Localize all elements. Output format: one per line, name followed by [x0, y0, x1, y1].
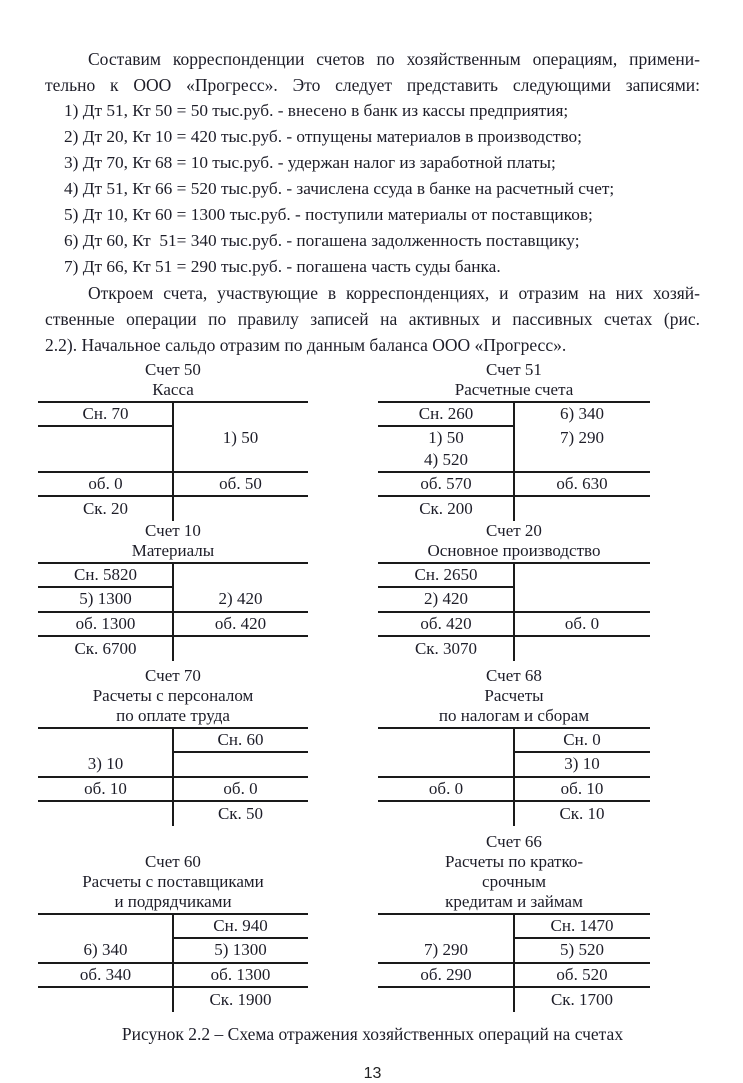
debit-entry [38, 915, 173, 939]
turnover-debit: об. 420 [420, 614, 472, 633]
account-title-line: Счет 60 [145, 852, 201, 871]
t-account-table [38, 562, 308, 661]
closing-balance-credit: Ск. 10 [559, 804, 605, 823]
operations-list [45, 98, 700, 280]
debit-credit-divider [513, 564, 515, 661]
turnover-debit: об. 10 [84, 779, 127, 798]
credit-entry [173, 564, 308, 588]
turnover-debit: об. 0 [88, 474, 123, 493]
turnover-credit: об. 10 [560, 779, 604, 798]
turnover-credit: об. 0 [564, 614, 600, 633]
turnover-debit: об. 1300 [75, 614, 136, 633]
t-account-70 [38, 666, 308, 826]
account-title-line: и подрядчиками [114, 892, 232, 911]
debit-entry: 6) 340 [83, 940, 128, 959]
paragraph-line: Откроем счета, участвующие в корреспонденциях, и отразим на них хозяй- [88, 283, 700, 303]
debit-entry: 4) 520 [424, 450, 468, 469]
account-title-line: Расчетные счета [454, 380, 574, 399]
turnover-credit: об. 520 [556, 965, 608, 984]
closing-balance-debit [378, 802, 514, 826]
paragraph-line: ственные операции по правилу записей на активных и пассивных счетах (рис. [45, 309, 700, 329]
debit-credit-divider [513, 729, 515, 826]
closing-balance-credit [173, 637, 308, 661]
closing-balance-debit: Ск. 200 [419, 499, 473, 518]
account-title-line: Счет 70 [145, 666, 201, 685]
opening-balance-credit: Сн. 940 [173, 915, 308, 939]
account-title [38, 852, 308, 912]
paragraph-line: 2.2). Начальное сальдо отразим по данным баланса ООО «Прогресс». [45, 335, 567, 355]
opening-balance-credit: Сн. 1470 [514, 915, 650, 939]
opening-balance-credit: Сн. 60 [173, 729, 308, 753]
debit-entries [38, 588, 173, 610]
t-account-20 [378, 521, 650, 661]
account-title-line: срочным [482, 872, 546, 891]
debit-credit-divider [513, 915, 515, 1012]
operation-item: 2) Дт 20, Кт 10 = 420 тыс.руб. - отпущены материалов в производство; [64, 127, 582, 146]
debit-entry: 3) 10 [87, 754, 124, 773]
account-title-line: Материалы [131, 541, 215, 560]
account-title-line: Счет 68 [486, 666, 542, 685]
closing-balance-credit [173, 497, 308, 521]
account-title-line: по налогам и сборам [438, 706, 590, 725]
debit-credit-divider [513, 403, 515, 521]
t-account-table [378, 562, 650, 661]
t-account-table [38, 913, 308, 1012]
paragraph-line: Составим корреспонденции счетов по хозяйственным операциям, примени- [88, 49, 700, 69]
credit-entries [514, 427, 650, 449]
t-account-table [378, 401, 650, 521]
closing-balance-credit: Ск. 1700 [550, 990, 614, 1009]
debit-entry [378, 729, 514, 753]
opening-balance-debit: Сн. 260 [378, 403, 514, 427]
credit-entries [514, 753, 650, 775]
closing-balance-credit: Ск. 50 [217, 804, 264, 823]
account-title [378, 360, 650, 400]
t-account-10 [38, 521, 308, 661]
account-title-line: Расчеты [484, 686, 544, 705]
credit-entry: 3) 10 [564, 754, 600, 773]
debit-entry: 1) 50 [428, 428, 464, 447]
opening-balance-debit: Сн. 70 [38, 403, 173, 427]
account-title-line: Расчеты по кратко- [444, 852, 584, 871]
operation-item: 3) Дт 70, Кт 68 = 10 тыс.руб. - удержан налог из заработной платы; [64, 153, 556, 172]
account-title [378, 832, 650, 912]
turnover-credit: об. 50 [219, 474, 262, 493]
accounts-paragraph [45, 280, 700, 358]
debit-entry: 5) 1300 [79, 589, 132, 608]
intro-paragraph [45, 46, 700, 98]
operation-item: 5) Дт 10, Кт 60 = 1300 тыс.руб. - поступили материалы от поставщиков; [64, 205, 593, 224]
credit-entry: 5) 1300 [214, 940, 267, 959]
debit-entry [378, 915, 514, 939]
turnover-debit: об. 0 [428, 779, 464, 798]
credit-entries [173, 588, 308, 610]
closing-balance-debit [378, 988, 514, 1012]
account-title [38, 360, 308, 400]
account-title-line: Счет 51 [486, 360, 542, 379]
t-account-68 [378, 666, 650, 826]
credit-entry: 1) 50 [222, 428, 259, 447]
paragraph-line: тельно к ООО «Прогресс». Это следует представить следующими записями: [45, 75, 700, 95]
account-title-line: Основное производство [427, 541, 601, 560]
page-number: 13 [363, 1065, 382, 1082]
account-title [38, 521, 308, 561]
debit-entry: 2) 420 [424, 589, 468, 608]
debit-entries [378, 588, 514, 610]
debit-credit-divider [172, 729, 174, 826]
account-title-line: Касса [152, 380, 194, 399]
debit-entries [38, 753, 173, 775]
turnover-credit: об. 420 [214, 614, 267, 633]
credit-entry: 5) 520 [560, 940, 604, 959]
credit-entries [514, 939, 650, 961]
closing-balance-credit [514, 637, 650, 661]
turnover-credit: об. 630 [556, 474, 608, 493]
closing-balance-debit: Ск. 6700 [74, 639, 137, 658]
credit-entry [173, 403, 308, 427]
credit-entry: 2) 420 [218, 589, 263, 608]
debit-credit-divider [172, 915, 174, 1012]
account-title-line: Счет 50 [145, 360, 201, 379]
t-account-66 [378, 832, 650, 1012]
turnover-debit: об. 340 [79, 965, 132, 984]
account-title [38, 666, 308, 726]
opening-balance-credit: Сн. 0 [514, 729, 650, 753]
closing-balance-debit [38, 988, 173, 1012]
debit-credit-divider [172, 403, 174, 521]
closing-balance-credit [514, 497, 650, 521]
account-title-line: по оплате труда [116, 706, 230, 725]
account-title [378, 521, 650, 561]
closing-balance-debit [38, 802, 173, 826]
account-title-line: Счет 20 [486, 521, 542, 540]
opening-balance-debit: Сн. 5820 [38, 564, 173, 588]
account-title-line: Счет 66 [486, 832, 542, 851]
operation-item: 7) Дт 66, Кт 51 = 290 тыс.руб. - погашена часть суды банка. [64, 257, 501, 276]
t-account-table [378, 913, 650, 1012]
account-title-line: Расчеты с персоналом [92, 686, 254, 705]
credit-entry: 6) 340 [560, 404, 604, 423]
account-title [378, 666, 650, 726]
opening-balance-debit: Сн. 2650 [378, 564, 514, 588]
debit-entry [38, 729, 173, 753]
debit-entry: 7) 290 [424, 940, 468, 959]
t-account-table [38, 401, 308, 521]
credit-entry: 7) 290 [560, 428, 604, 447]
debit-credit-divider [172, 564, 174, 661]
t-account-table [378, 727, 650, 826]
credit-entries [173, 939, 308, 961]
debit-entries [378, 939, 514, 961]
closing-balance-debit: Ск. 20 [82, 499, 129, 518]
credit-entry [514, 564, 650, 588]
turnover-debit: об. 290 [420, 965, 472, 984]
turnover-debit: об. 570 [420, 474, 472, 493]
t-account-60 [38, 852, 308, 1012]
closing-balance-debit: Ск. 3070 [414, 639, 478, 658]
operation-item: 4) Дт 51, Кт 66 = 520 тыс.руб. - зачислена ссуда в банке на расчетный счет; [64, 179, 615, 198]
closing-balance-credit: Ск. 1900 [209, 990, 272, 1009]
debit-entries [378, 427, 514, 471]
account-title-line: кредитам и займам [445, 892, 583, 911]
account-title-line: Расчеты с поставщиками [82, 872, 264, 891]
turnover-credit: об. 1300 [210, 965, 271, 984]
account-title-line: Счет 10 [145, 521, 201, 540]
t-account-50 [38, 360, 308, 521]
debit-entries [38, 939, 173, 961]
operation-item: 1) Дт 51, Кт 50 = 50 тыс.руб. - внесено в банк из кассы предприятия; [64, 101, 569, 120]
figure-caption: Рисунок 2.2 – Схема отражения хозяйственных операций на счетах [121, 1024, 624, 1044]
turnover-credit: об. 0 [223, 779, 258, 798]
figure-2-2-scheme [38, 360, 700, 1012]
t-account-table [38, 727, 308, 826]
operation-item: 6) Дт 60, Кт 51= 340 тыс.руб. - погашена задолженность поставщику; [64, 231, 580, 250]
t-account-51 [378, 360, 650, 521]
credit-entries [173, 427, 308, 449]
